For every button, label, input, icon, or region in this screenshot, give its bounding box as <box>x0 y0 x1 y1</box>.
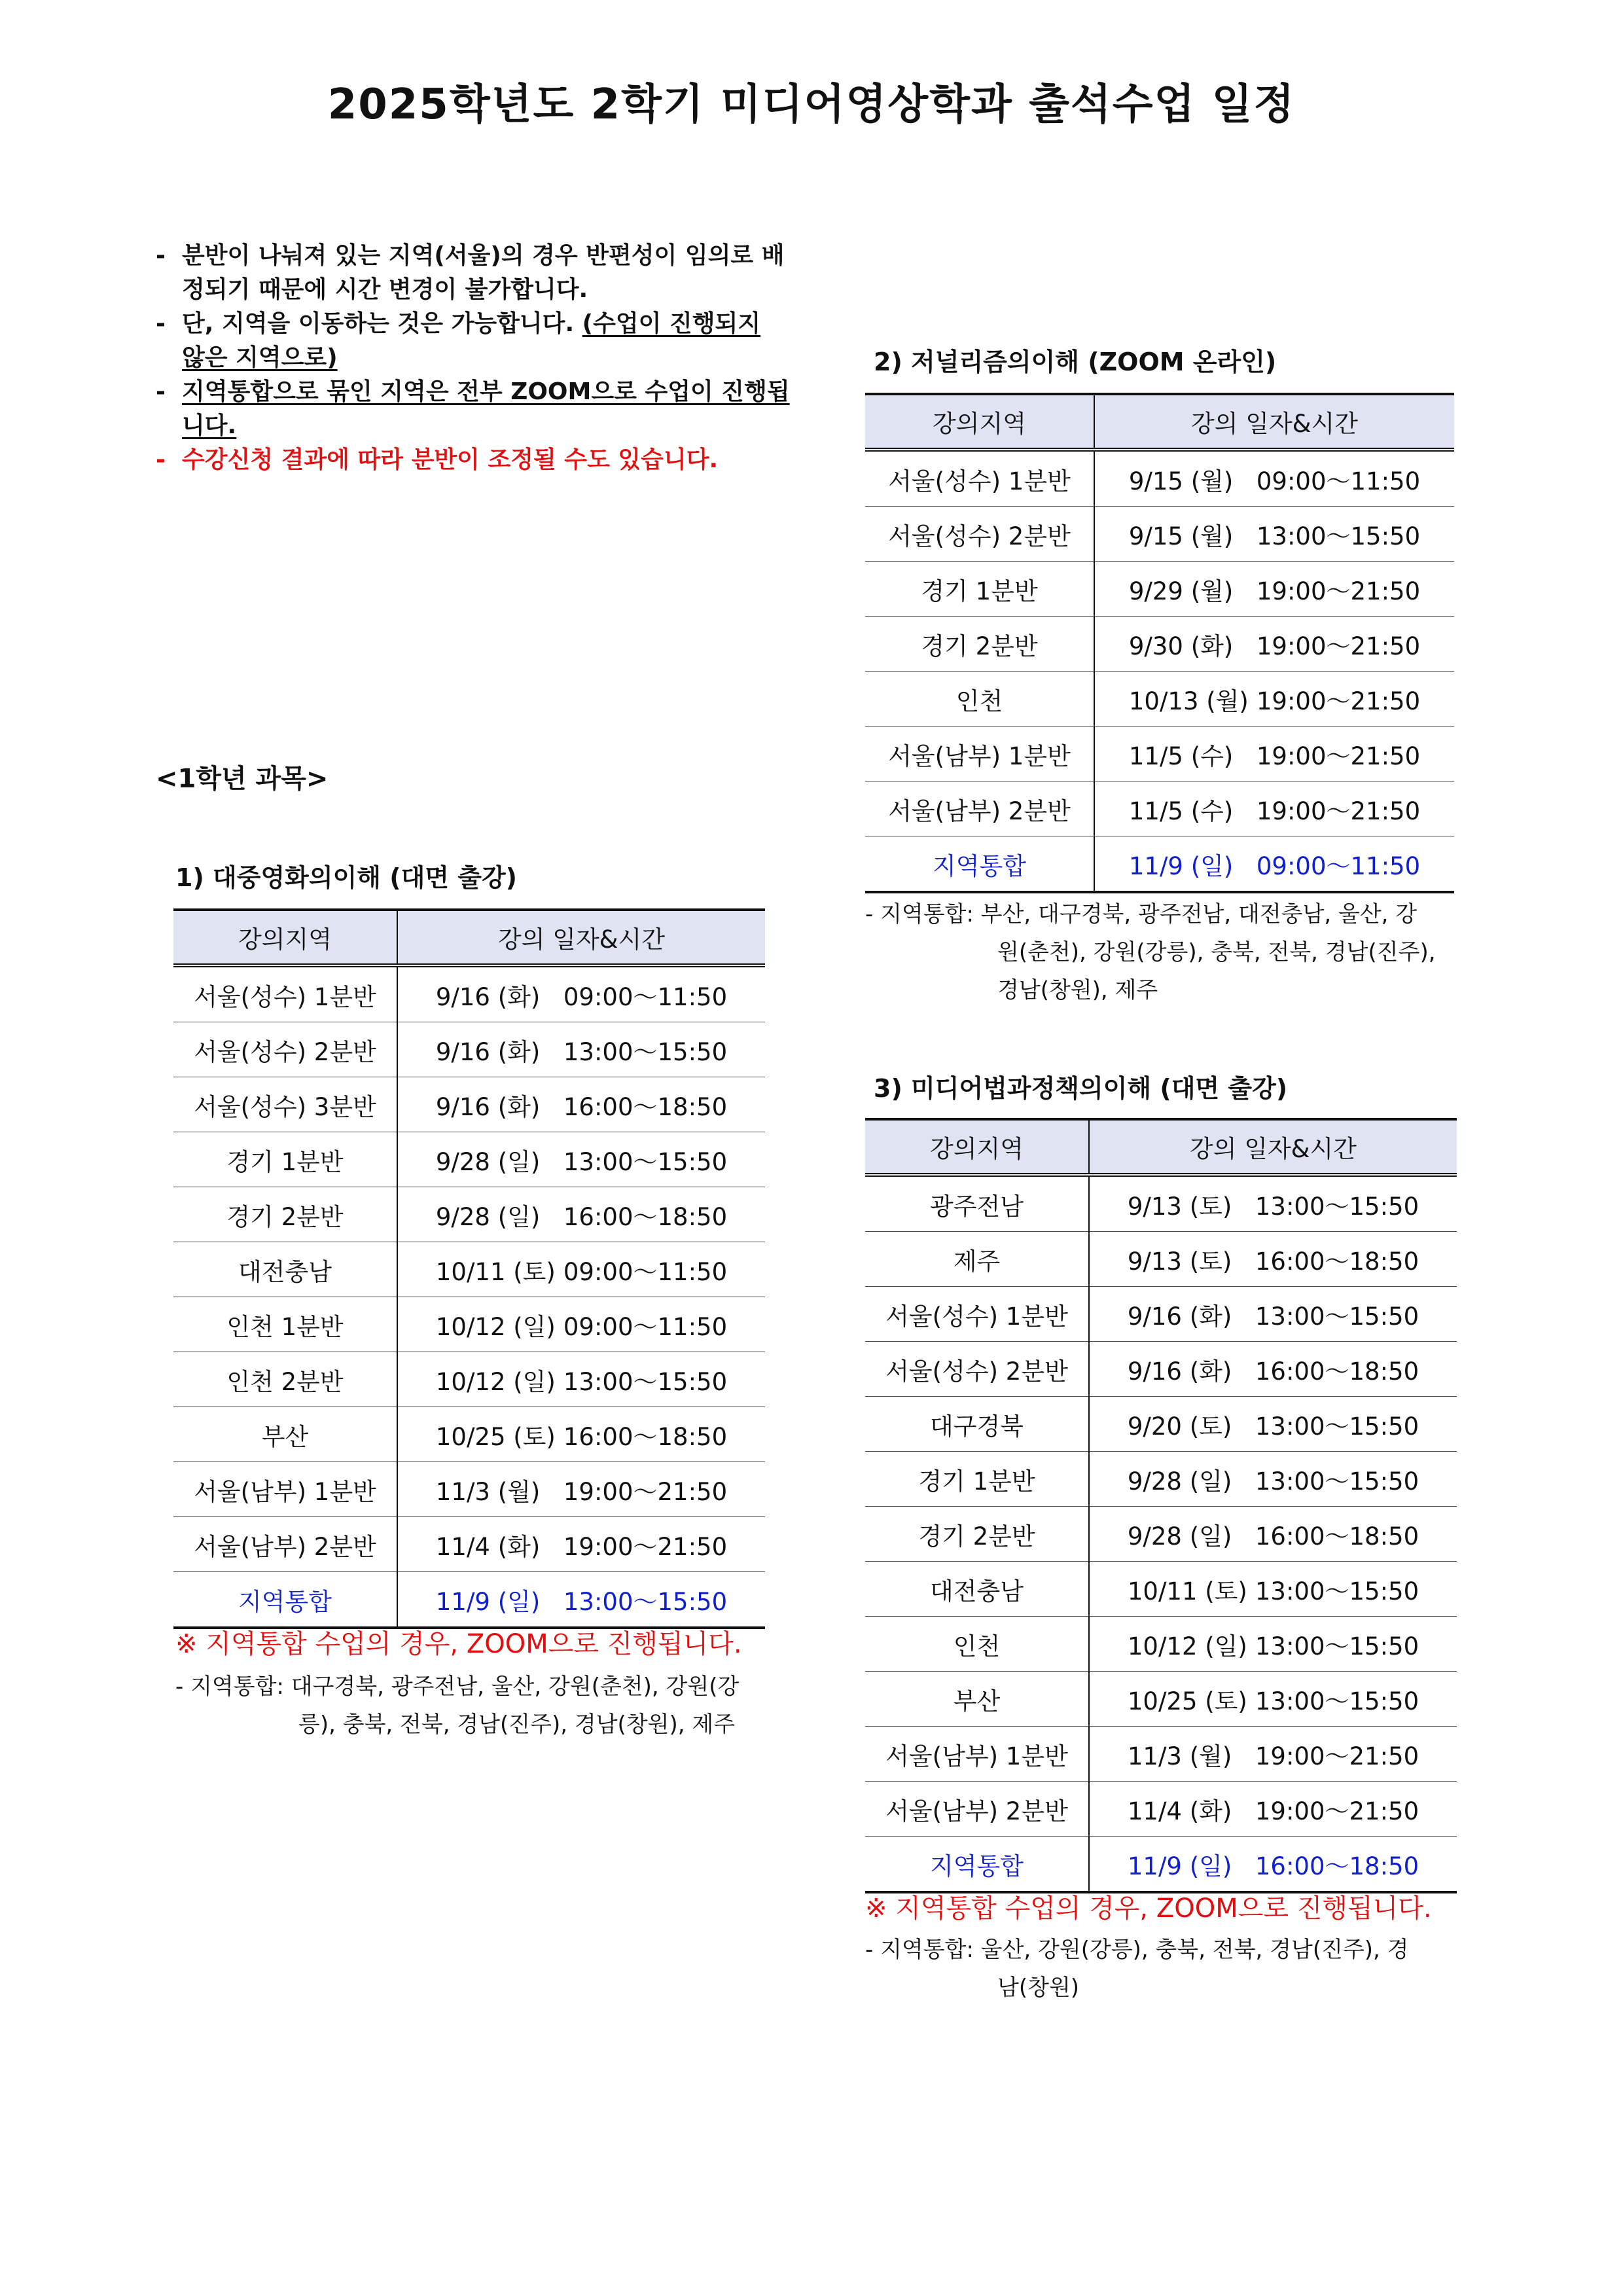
table-row <box>865 1175 1457 1232</box>
time-text: 16:00～18:50 <box>563 1202 728 1231</box>
notice-item <box>156 307 791 375</box>
datetime-cell <box>397 965 765 1022</box>
datetime-cell <box>397 1462 765 1517</box>
datetime-cell <box>397 1407 765 1462</box>
region-cell: 서울(성수) 1분반 <box>865 1287 1089 1342</box>
region-cell: 인천 1분반 <box>173 1297 397 1352</box>
date-text: 9/16 (화) <box>435 1092 541 1121</box>
time-text: 13:00～15:50 <box>563 1587 728 1616</box>
region-cell: 서울(남부) 1분반 <box>173 1462 397 1517</box>
datetime-cell <box>1094 450 1454 507</box>
merged-regions-line: 남(창원) <box>997 1975 1080 2001</box>
time-text: 09:00～11:50 <box>1256 467 1421 495</box>
time-text: 13:00～15:50 <box>563 1037 728 1066</box>
region-cell: 서울(남부) 2분반 <box>865 781 1094 836</box>
notice-item <box>156 239 791 307</box>
time-text: 19:00～21:50 <box>563 1477 728 1506</box>
notice-dash: - <box>156 310 166 337</box>
notice-text: 단, 지역을 이동하는 것은 가능합니다. <box>182 310 582 337</box>
datetime-cell <box>1089 1452 1457 1507</box>
date-text: 11/9 (일) <box>1128 852 1234 880</box>
column-header-region: 강의지역 <box>865 1119 1089 1175</box>
course-title: 3) 미디어법과정책의이해 (대면 출강) <box>874 1074 1288 1103</box>
zoom-note: ※ 지역통합 수업의 경우, ZOOM으로 진행됩니다. <box>175 1629 742 1659</box>
region-cell: 경기 2분반 <box>865 1507 1089 1562</box>
date-text: 9/16 (화) <box>1127 1357 1232 1386</box>
date-text: 10/13 (월) <box>1128 687 1249 715</box>
datetime-cell <box>397 1297 765 1352</box>
merged-regions-note <box>865 1931 1409 2007</box>
region-cell: 서울(성수) 3분반 <box>173 1077 397 1132</box>
table-row <box>173 1517 765 1572</box>
datetime-cell <box>1089 1507 1457 1562</box>
table-row <box>865 672 1454 726</box>
time-text: 16:00～18:50 <box>1255 1247 1419 1276</box>
schedule-table <box>173 908 765 1629</box>
region-cell: 지역통합 <box>173 1572 397 1628</box>
table-row <box>865 1617 1457 1672</box>
region-cell: 경기 1분반 <box>865 1452 1089 1507</box>
region-cell: 서울(성수) 1분반 <box>173 965 397 1022</box>
region-cell: 지역통합 <box>865 836 1094 893</box>
datetime-cell <box>397 1187 765 1242</box>
merged-regions-line: 부산, 대구경북, 광주전남, 대전충남, 울산, 강 <box>980 901 1418 927</box>
time-text: 19:00～21:50 <box>563 1532 728 1561</box>
date-text: 11/3 (월) <box>1127 1742 1232 1770</box>
time-text: 13:00～15:50 <box>1255 1412 1419 1441</box>
date-text: 10/25 (토) <box>1127 1687 1247 1715</box>
time-text: 13:00～15:50 <box>1255 1687 1419 1715</box>
column-header-datetime: 강의 일자&시간 <box>1089 1119 1457 1175</box>
datetime-cell <box>1089 1617 1457 1672</box>
time-text: 13:00～15:50 <box>563 1147 728 1176</box>
table-row <box>173 1187 765 1242</box>
table-row <box>173 1572 765 1628</box>
time-text: 09:00～11:50 <box>563 982 728 1011</box>
region-cell: 서울(남부) 1분반 <box>865 726 1094 781</box>
date-text: 10/11 (토) <box>435 1257 556 1286</box>
column-header-datetime: 강의 일자&시간 <box>397 910 765 965</box>
notice-dash: - <box>156 242 166 269</box>
date-text: 9/29 (월) <box>1128 577 1234 605</box>
table-row <box>173 1462 765 1517</box>
table-row <box>865 1397 1457 1452</box>
date-text: 10/12 (일) <box>435 1367 556 1396</box>
datetime-cell <box>1089 1232 1457 1287</box>
datetime-cell <box>1094 507 1454 562</box>
datetime-cell <box>397 1242 765 1297</box>
datetime-cell <box>397 1352 765 1407</box>
table-row <box>173 1352 765 1407</box>
time-text: 13:00～15:50 <box>1255 1302 1419 1331</box>
time-text: 16:00～18:50 <box>1255 1522 1419 1551</box>
merged-regions-line: 대구경북, 광주전남, 울산, 강원(춘천), 강원(강 <box>291 1674 740 1700</box>
region-cell: 서울(남부) 1분반 <box>865 1727 1089 1782</box>
column-header-region: 강의지역 <box>865 394 1094 450</box>
datetime-cell <box>397 1517 765 1572</box>
region-cell: 서울(성수) 2분반 <box>173 1022 397 1077</box>
time-text: 13:00～15:50 <box>1256 522 1421 550</box>
datetime-cell <box>1094 617 1454 672</box>
region-cell: 인천 2분반 <box>173 1352 397 1407</box>
notice-item-warning <box>156 443 791 477</box>
grade-heading: <1학년 과목> <box>156 764 329 794</box>
merged-regions-note <box>175 1668 739 1744</box>
datetime-cell <box>397 1132 765 1187</box>
date-text: 9/16 (화) <box>435 982 541 1011</box>
table-row <box>865 1287 1457 1342</box>
date-text: 11/5 (수) <box>1128 797 1234 825</box>
table-row <box>173 1132 765 1187</box>
table-row <box>865 836 1454 893</box>
notice-dash: - <box>156 378 166 405</box>
date-text: 10/12 (일) <box>1127 1632 1247 1660</box>
time-text: 16:00～18:50 <box>563 1092 728 1121</box>
time-text: 09:00～11:50 <box>563 1312 728 1341</box>
table-header-row <box>173 910 765 965</box>
table-row <box>865 1342 1457 1397</box>
date-text: 11/3 (월) <box>435 1477 541 1506</box>
schedule-table <box>865 1118 1457 1893</box>
region-cell: 지역통합 <box>865 1837 1089 1893</box>
date-text: 11/4 (화) <box>1127 1797 1232 1825</box>
date-text: 11/5 (수) <box>1128 742 1234 770</box>
time-text: 19:00～21:50 <box>1256 577 1421 605</box>
notice-item <box>156 375 791 443</box>
time-text: 16:00～18:50 <box>563 1422 728 1451</box>
merged-regions-line: 원(춘천), 강원(강릉), 충북, 전북, 경남(진주), <box>997 939 1436 965</box>
time-text: 13:00～15:50 <box>563 1367 728 1396</box>
datetime-cell <box>1089 1837 1457 1893</box>
datetime-cell <box>1089 1672 1457 1727</box>
table-row <box>173 1077 765 1132</box>
time-text: 19:00～21:50 <box>1256 742 1421 770</box>
merged-regions-lead: - 지역통합: <box>175 1674 291 1700</box>
datetime-cell <box>1094 562 1454 617</box>
date-text: 9/28 (일) <box>1127 1467 1232 1496</box>
date-text: 9/13 (토) <box>1127 1247 1232 1276</box>
time-text: 09:00～11:50 <box>563 1257 728 1286</box>
date-text: 9/15 (월) <box>1128 522 1234 550</box>
datetime-cell <box>397 1077 765 1132</box>
region-cell: 인천 <box>865 1617 1089 1672</box>
table-row <box>865 1727 1457 1782</box>
column-header-datetime: 강의 일자&시간 <box>1094 394 1454 450</box>
region-cell: 대전충남 <box>173 1242 397 1297</box>
date-text: 9/28 (일) <box>435 1202 541 1231</box>
region-cell: 제주 <box>865 1232 1089 1287</box>
date-text: 9/20 (토) <box>1127 1412 1232 1441</box>
region-cell: 경기 2분반 <box>865 617 1094 672</box>
region-cell: 부산 <box>865 1672 1089 1727</box>
merged-regions-line: 릉), 충북, 전북, 경남(진주), 경남(창원), 제주 <box>298 1712 736 1738</box>
region-cell: 부산 <box>173 1407 397 1462</box>
time-text: 16:00～18:50 <box>1255 1852 1419 1880</box>
merged-regions-note <box>865 895 1436 1009</box>
time-text: 16:00～18:50 <box>1255 1357 1419 1386</box>
table-row <box>865 450 1454 507</box>
merged-regions-lead: - 지역통합: <box>865 1937 981 1963</box>
region-cell: 서울(성수) 2분반 <box>865 1342 1089 1397</box>
table-row <box>865 1672 1457 1727</box>
datetime-cell <box>1089 1287 1457 1342</box>
date-text: 9/13 (토) <box>1127 1192 1232 1221</box>
table-row <box>865 1562 1457 1617</box>
region-cell: 서울(성수) 2분반 <box>865 507 1094 562</box>
date-text: 9/28 (일) <box>435 1147 541 1176</box>
table-row <box>865 562 1454 617</box>
date-text: 11/9 (일) <box>1127 1852 1232 1880</box>
table-header-row <box>865 1119 1457 1175</box>
time-text: 13:00～15:50 <box>1255 1577 1419 1605</box>
datetime-cell <box>1094 726 1454 781</box>
table-row <box>173 1407 765 1462</box>
date-text: 9/15 (월) <box>1128 467 1234 495</box>
time-text: 19:00～21:50 <box>1256 687 1421 715</box>
datetime-cell <box>1089 1782 1457 1837</box>
time-text: 13:00～15:50 <box>1255 1192 1419 1221</box>
region-cell: 대전충남 <box>865 1562 1089 1617</box>
notice-list <box>156 239 791 477</box>
schedule-table <box>865 393 1454 893</box>
region-cell: 서울(성수) 1분반 <box>865 450 1094 507</box>
merged-regions-lead: - 지역통합: <box>865 901 981 927</box>
table-row <box>865 1507 1457 1562</box>
table-row <box>865 507 1454 562</box>
datetime-cell <box>1094 672 1454 726</box>
notice-text: 수강신청 결과에 따라 분반이 조정될 수도 있습니다. <box>182 446 719 473</box>
notice-text-underlined: 지역통합으로 묶인 지역은 전부 ZOOM으로 수업이 진행됩니다. <box>182 378 790 439</box>
course-title: 1) 대중영화의이해 (대면 출강) <box>175 863 518 892</box>
time-text: 19:00～21:50 <box>1256 632 1421 660</box>
notice-dash: - <box>156 446 166 473</box>
datetime-cell <box>1089 1175 1457 1232</box>
region-cell: 광주전남 <box>865 1175 1089 1232</box>
table-row <box>173 1242 765 1297</box>
region-cell: 서울(남부) 2분반 <box>865 1782 1089 1837</box>
date-text: 10/12 (일) <box>435 1312 556 1341</box>
table-row <box>173 1297 765 1352</box>
datetime-cell <box>397 1022 765 1077</box>
table-row <box>865 781 1454 836</box>
notice-text-underlined: (수업이 진행되지 않은 지역으로) <box>182 310 761 371</box>
notice-text: 분반이 나눠져 있는 지역(서울)의 경우 반편성이 임의로 배정되기 때문에 시간 변경이 불가합니다. <box>182 242 785 303</box>
table-header-row <box>865 394 1454 450</box>
date-text: 9/30 (화) <box>1128 632 1234 660</box>
date-text: 9/28 (일) <box>1127 1522 1232 1551</box>
datetime-cell <box>397 1572 765 1628</box>
table-row <box>173 1022 765 1077</box>
date-text: 9/16 (화) <box>1127 1302 1232 1331</box>
table-row <box>865 1232 1457 1287</box>
table-row <box>865 617 1454 672</box>
table-row <box>865 726 1454 781</box>
region-cell: 서울(남부) 2분반 <box>173 1517 397 1572</box>
region-cell: 경기 1분반 <box>173 1132 397 1187</box>
table-row <box>865 1837 1457 1893</box>
date-text: 10/25 (토) <box>435 1422 556 1451</box>
page-title: 2025학년도 2학기 미디어영상학과 출석수업 일정 <box>327 81 1296 129</box>
time-text: 13:00～15:50 <box>1255 1632 1419 1660</box>
region-cell: 인천 <box>865 672 1094 726</box>
date-text: 11/9 (일) <box>435 1587 541 1616</box>
datetime-cell <box>1089 1342 1457 1397</box>
zoom-note: ※ 지역통합 수업의 경우, ZOOM으로 진행됩니다. <box>865 1893 1432 1924</box>
date-text: 9/16 (화) <box>435 1037 541 1066</box>
column-header-region: 강의지역 <box>173 910 397 965</box>
course-title: 2) 저널리즘의이해 (ZOOM 온라인) <box>874 348 1277 376</box>
region-cell: 대구경북 <box>865 1397 1089 1452</box>
region-cell: 경기 1분반 <box>865 562 1094 617</box>
time-text: 19:00～21:50 <box>1256 797 1421 825</box>
date-text: 10/11 (토) <box>1127 1577 1247 1605</box>
time-text: 09:00～11:50 <box>1256 852 1421 880</box>
date-text: 11/4 (화) <box>435 1532 541 1561</box>
datetime-cell <box>1089 1397 1457 1452</box>
table-row <box>173 965 765 1022</box>
table-row <box>865 1452 1457 1507</box>
datetime-cell <box>1094 836 1454 893</box>
time-text: 19:00～21:50 <box>1255 1742 1419 1770</box>
table-row <box>865 1782 1457 1837</box>
time-text: 19:00～21:50 <box>1255 1797 1419 1825</box>
region-cell: 경기 2분반 <box>173 1187 397 1242</box>
time-text: 13:00～15:50 <box>1255 1467 1419 1496</box>
datetime-cell <box>1089 1562 1457 1617</box>
merged-regions-line: 울산, 강원(강릉), 충북, 전북, 경남(진주), 경 <box>980 1937 1409 1963</box>
merged-regions-line: 경남(창원), 제주 <box>997 977 1158 1003</box>
datetime-cell <box>1094 781 1454 836</box>
datetime-cell <box>1089 1727 1457 1782</box>
